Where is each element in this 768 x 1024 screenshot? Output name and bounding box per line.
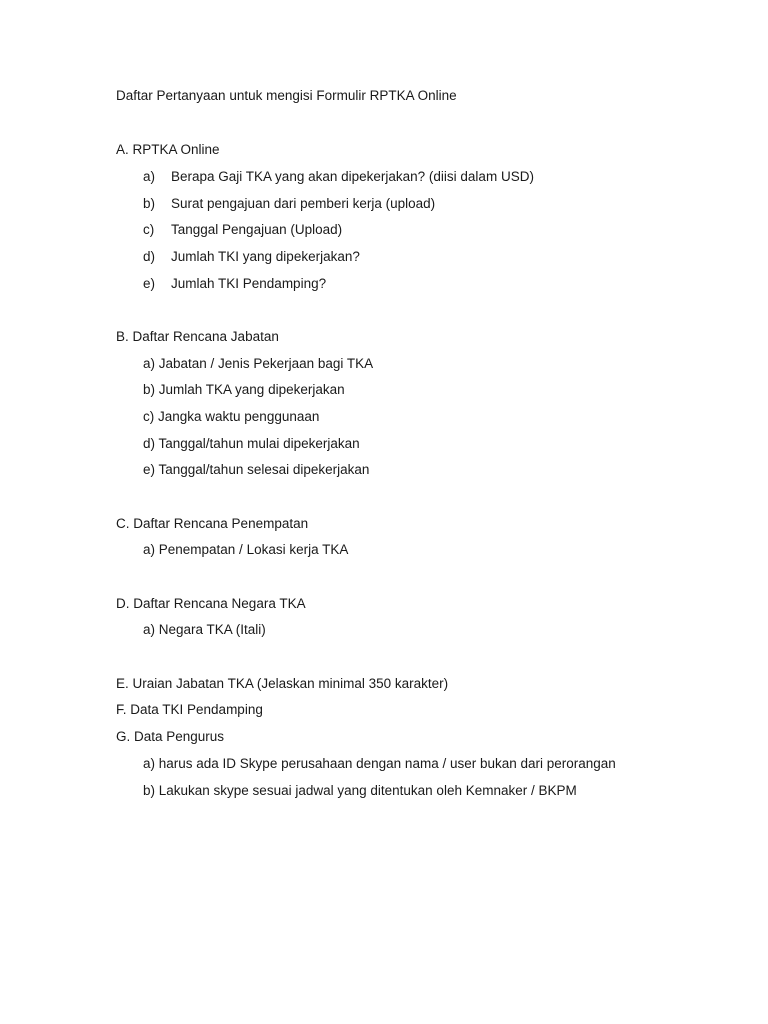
item-label: a) (143, 169, 156, 184)
section-a-heading: A. RPTKA Online (116, 142, 220, 157)
item-label: b) (143, 196, 156, 211)
section-c-heading: C. Daftar Rencana Penempatan (116, 516, 309, 531)
item-label: c) (143, 222, 155, 237)
list-item (143, 249, 360, 265)
list-item: e) Tanggal/tahun selesai dipekerjakan (143, 462, 370, 477)
list-item: a) harus ada ID Skype perusahaan dengan nama / user bukan dari perorangan (143, 756, 616, 771)
list-item: b) Jumlah TKA yang dipekerjakan (143, 382, 345, 397)
section-e-heading: E. Uraian Jabatan TKA (Jelaskan minimal 350 karakter) (116, 676, 449, 691)
section-b-heading: B. Daftar Rencana Jabatan (116, 329, 279, 344)
list-item (143, 276, 326, 292)
list-item: a) Penempatan / Lokasi kerja TKA (143, 542, 349, 557)
list-item (143, 169, 534, 185)
section-g-heading: G. Data Pengurus (116, 729, 225, 744)
list-item (143, 196, 435, 212)
item-label: e) (143, 276, 156, 291)
list-item: b) Lakukan skype sesuai jadwal yang ditentukan oleh Kemnaker / BKPM (143, 783, 577, 798)
list-item: c) Jangka waktu penggunaan (143, 409, 320, 424)
list-item: d) Tanggal/tahun mulai dipekerjakan (143, 436, 360, 451)
item-label: d) (143, 249, 156, 264)
document-title: Daftar Pertanyaan untuk mengisi Formulir RPTKA Online (116, 88, 457, 103)
item-text: Jumlah TKI yang dipekerjakan? (171, 249, 360, 264)
section-d-heading: D. Daftar Rencana Negara TKA (116, 596, 306, 611)
section-f-heading: F. Data TKI Pendamping (116, 702, 263, 717)
item-text: Surat pengajuan dari pemberi kerja (upload) (171, 196, 436, 211)
list-item: a) Negara TKA (Itali) (143, 622, 266, 637)
item-text: Jumlah TKI Pendamping? (171, 276, 327, 291)
item-text: Berapa Gaji TKA yang akan dipekerjakan? (diisi dalam USD) (171, 169, 534, 184)
list-item: a) Jabatan / Jenis Pekerjaan bagi TKA (143, 356, 374, 371)
item-text: Tanggal Pengajuan (Upload) (171, 222, 343, 237)
list-item (143, 222, 342, 238)
